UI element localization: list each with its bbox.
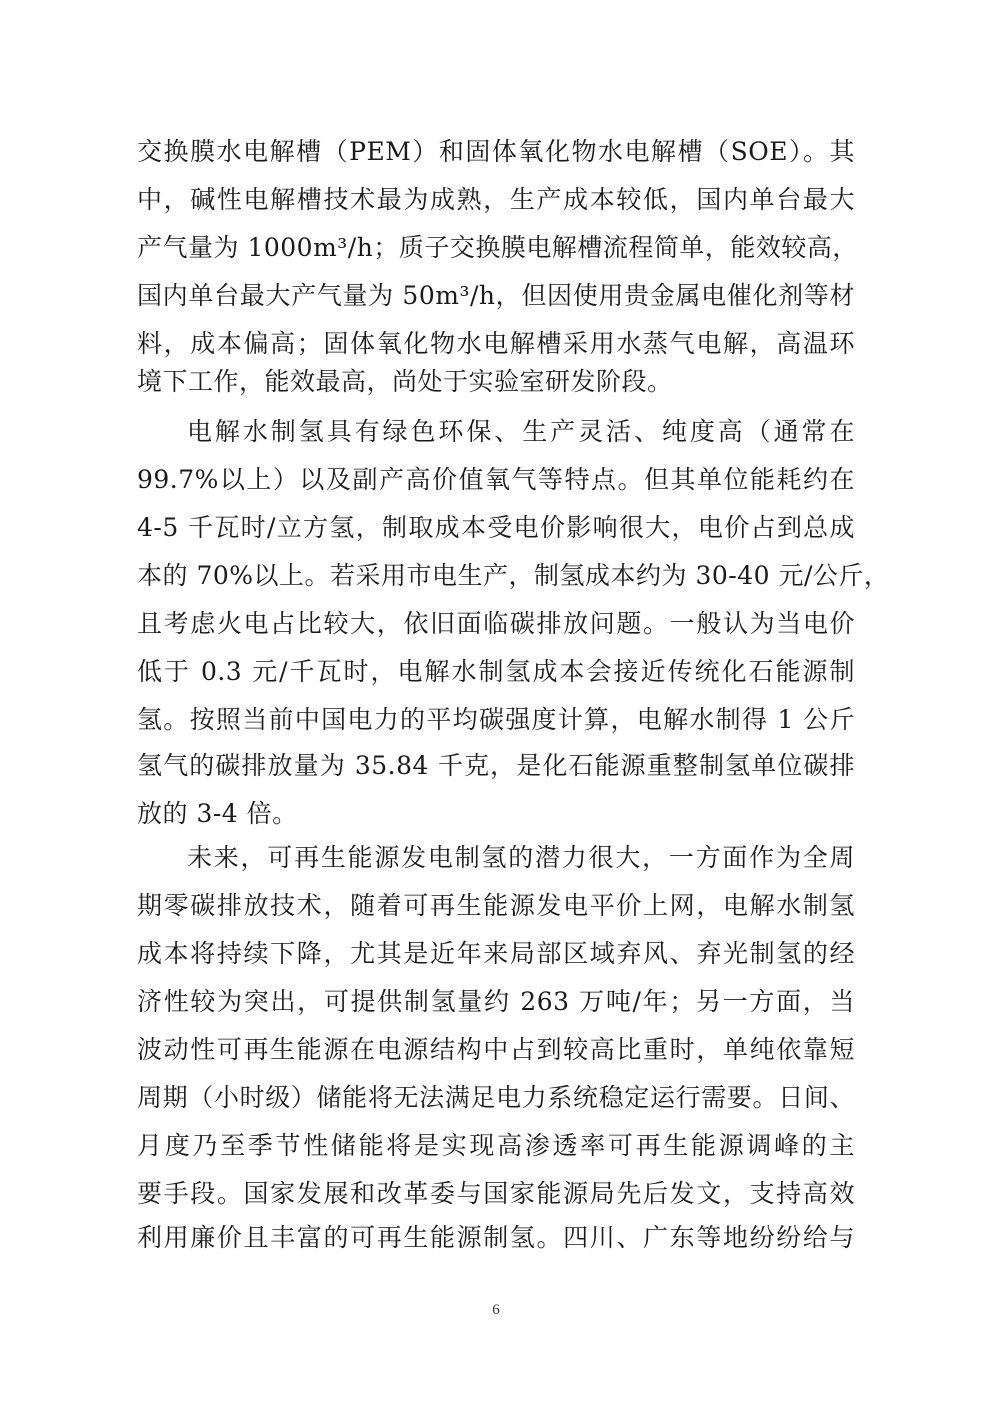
- text-line: 要手段。国家发展和改革委与国家能源局先后发文，支持高效: [137, 1179, 855, 1208]
- text-line: 且考虑火电占比较大，依旧面临碳排放问题。一般认为当电价: [137, 609, 855, 638]
- text-line: 氢。按照当前中国电力的平均碳强度计算，电解水制得 1 公斤: [137, 705, 855, 734]
- text-line: 周期（小时级）储能将无法满足电力系统稳定运行需要。日间、: [137, 1083, 855, 1112]
- text-line: 电解水制氢具有绿色环保、生产灵活、纯度高（通常在: [187, 417, 855, 446]
- text-line: 低于 0.3 元/千瓦时，电解水制氢成本会接近传统化石能源制: [137, 657, 855, 686]
- text-line: 料，成本偏高；固体氧化物水电解槽采用水蒸气电解，高温环: [137, 329, 855, 358]
- text-line: 交换膜水电解槽（PEM）和固体氧化物水电解槽（SOE）。其: [137, 137, 855, 166]
- text-line: 境下工作，能效最高，尚处于实验室研发阶段。: [137, 367, 673, 396]
- text-line: 济性较为突出，可提供制氢量约 263 万吨/年；另一方面，当: [137, 987, 855, 1016]
- text-line: 4-5 千瓦时/立方氢，制取成本受电价影响很大，电价占到总成: [137, 513, 855, 542]
- page-number: 6: [492, 1302, 500, 1318]
- text-line: 放的 3-4 倍。: [137, 799, 298, 828]
- text-line: 产气量为 1000m³/h；质子交换膜电解槽流程简单，能效较高，: [137, 233, 858, 262]
- text-line: 氢气的碳排放量为 35.84 千克，是化石能源重整制氢单位碳排: [137, 751, 855, 780]
- text-line: 99.7%以上）以及副产高价值氧气等特点。但其单位能耗约在: [137, 465, 855, 494]
- text-line: 中，碱性电解槽技术最为成熟，生产成本较低，国内单台最大: [137, 185, 855, 214]
- text-line: 波动性可再生能源在电源结构中占到较高比重时，单纯依靠短: [137, 1035, 855, 1064]
- text-line: 月度乃至季节性储能将是实现高渗透率可再生能源调峰的主: [137, 1131, 855, 1160]
- text-line: 未来，可再生能源发电制氢的潜力很大，一方面作为全周: [187, 843, 855, 872]
- text-line: 本的 70%以上。若采用市电生产，制氢成本约为 30-40 元/公斤，: [137, 561, 890, 590]
- text-line: 国内单台最大产气量为 50m³/h，但因使用贵金属电催化剂等材: [137, 281, 855, 310]
- text-line: 利用廉价且丰富的可再生能源制氢。四川、广东等地纷纷给与: [137, 1223, 855, 1252]
- text-line: 成本将持续下降，尤其是近年来局部区域弃风、弃光制氢的经: [137, 939, 855, 968]
- text-line: 期零碳排放技术，随着可再生能源发电平价上网，电解水制氢: [137, 891, 855, 920]
